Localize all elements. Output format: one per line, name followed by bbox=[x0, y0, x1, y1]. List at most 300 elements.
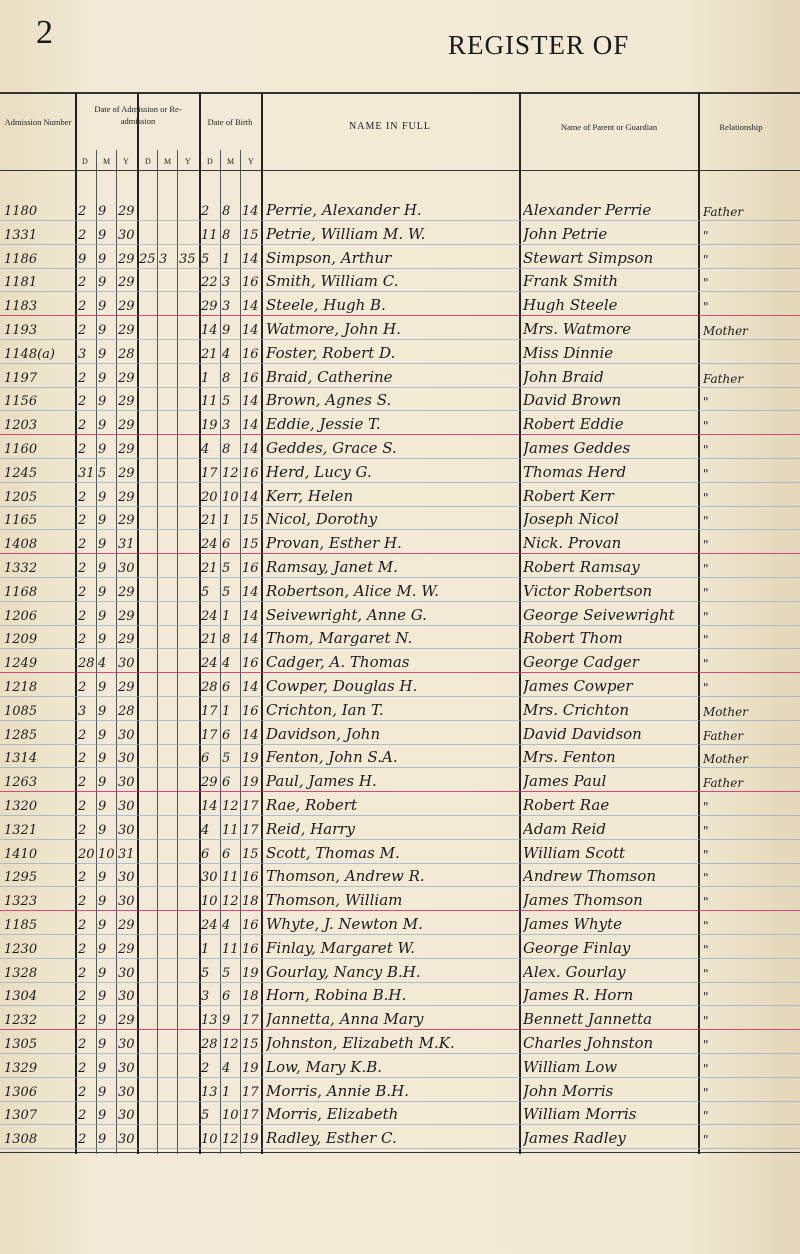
birth-day-cell: 1 bbox=[201, 370, 210, 386]
table-row bbox=[0, 625, 800, 649]
birth-year-cell: 16 bbox=[242, 703, 259, 719]
pupil-name-cell: Watmore, John H. bbox=[266, 320, 401, 338]
table-row bbox=[0, 1054, 800, 1078]
admission-month-cell: 9 bbox=[98, 822, 107, 838]
admission-year-cell: 29 bbox=[118, 489, 135, 505]
birth-month-cell: 5 bbox=[222, 751, 231, 767]
admission-month-cell: 4 bbox=[98, 656, 107, 672]
admission-day-cell: 3 bbox=[78, 703, 87, 719]
admission-number-cell: 1285 bbox=[4, 727, 38, 743]
birth-year-cell: 16 bbox=[242, 941, 259, 957]
admission-month-cell: 9 bbox=[98, 870, 107, 886]
pupil-name-cell: Paul, James H. bbox=[266, 772, 377, 791]
birth-year-cell: 14 bbox=[242, 680, 259, 695]
admission-month-cell: 9 bbox=[98, 727, 107, 743]
admission-day-cell: 2 bbox=[78, 680, 87, 695]
admission-day-cell: 9 bbox=[78, 251, 87, 267]
table-row bbox=[0, 1078, 800, 1102]
pupil-name-cell: Simpson, Arthur bbox=[266, 248, 392, 267]
birth-day-cell: 29 bbox=[201, 775, 218, 791]
sub-header-day: D bbox=[82, 157, 88, 166]
birth-month-cell: 9 bbox=[222, 323, 231, 338]
admission-day-cell: 2 bbox=[78, 370, 87, 386]
admission-number-cell: 1197 bbox=[4, 370, 38, 386]
ruled-line bbox=[0, 886, 800, 887]
parent-name-cell: Hugh Steele bbox=[523, 296, 618, 315]
ruled-line bbox=[0, 863, 800, 864]
admission-month-cell: 9 bbox=[98, 489, 107, 505]
admission-day-cell: 2 bbox=[78, 418, 87, 434]
header-admission-number: Admission Number bbox=[4, 117, 72, 127]
pupil-name-cell: Morris, Elizabeth bbox=[266, 1105, 399, 1124]
admission-number-cell: 1410 bbox=[4, 846, 38, 862]
pupil-name-cell: Jannetta, Anna Mary bbox=[266, 1010, 424, 1029]
parent-name-cell: Andrew Thomson bbox=[523, 867, 657, 886]
admission-year-cell: 29 bbox=[118, 251, 135, 267]
birth-month-cell: 5 bbox=[222, 965, 231, 981]
table-row bbox=[0, 245, 800, 269]
birth-day-cell: 21 bbox=[201, 632, 218, 648]
admission-number-cell: 1181 bbox=[4, 275, 38, 291]
table-row bbox=[0, 530, 800, 554]
readmission-month-cell: 3 bbox=[159, 251, 168, 267]
admission-number-cell: 1156 bbox=[4, 394, 38, 410]
admission-number-cell: 1331 bbox=[4, 227, 38, 243]
birth-day-cell: 24 bbox=[201, 656, 218, 672]
admission-year-cell: 29 bbox=[118, 1013, 135, 1029]
admission-year-cell: 29 bbox=[118, 323, 135, 338]
relationship-cell: " bbox=[703, 942, 709, 957]
relationship-cell: " bbox=[703, 395, 709, 410]
admission-month-cell: 5 bbox=[98, 465, 107, 481]
birth-day-cell: 5 bbox=[201, 584, 210, 600]
admission-month-cell: 9 bbox=[98, 323, 107, 338]
page-title: REGISTER OF bbox=[448, 30, 630, 60]
admission-year-cell: 30 bbox=[118, 1060, 135, 1076]
relationship-cell: Father bbox=[703, 728, 744, 743]
birth-month-cell: 8 bbox=[222, 632, 231, 648]
admission-month-cell: 9 bbox=[98, 965, 107, 981]
ruled-line bbox=[0, 1053, 800, 1054]
birth-day-cell: 24 bbox=[201, 608, 218, 624]
birth-month-cell: 8 bbox=[222, 442, 231, 457]
admission-number-cell: 1332 bbox=[4, 561, 38, 576]
birth-day-cell: 17 bbox=[201, 703, 218, 719]
relationship-cell: " bbox=[703, 847, 709, 862]
relationship-cell: " bbox=[703, 1109, 709, 1124]
relationship-cell: " bbox=[703, 609, 709, 624]
red-ruled-line bbox=[0, 910, 800, 911]
admission-month-cell: 9 bbox=[98, 941, 107, 957]
header-name-in-full: NAME IN FULL bbox=[349, 121, 431, 132]
table-row bbox=[0, 578, 800, 602]
ruled-line bbox=[0, 482, 800, 483]
birth-day-cell: 5 bbox=[201, 1108, 210, 1124]
parent-name-cell: Miss Dinnie bbox=[523, 343, 614, 362]
birth-day-cell: 28 bbox=[201, 1037, 218, 1052]
admission-number-cell: 1206 bbox=[4, 608, 38, 624]
birth-day-cell: 13 bbox=[201, 1084, 218, 1100]
birth-month-cell: 4 bbox=[222, 656, 231, 672]
header-date-of-admission: Date of Admission or Re-admission bbox=[94, 104, 182, 126]
pupil-name-cell: Petrie, William M. W. bbox=[266, 224, 426, 243]
relationship-cell: " bbox=[703, 633, 709, 648]
admission-month-cell: 9 bbox=[98, 584, 107, 600]
parent-name-cell: Nick. Provan bbox=[523, 534, 622, 553]
admission-day-cell: 2 bbox=[78, 1132, 87, 1148]
birth-day-cell: 2 bbox=[201, 204, 210, 219]
birth-year-cell: 19 bbox=[242, 1132, 259, 1148]
birth-year-cell: 14 bbox=[242, 204, 259, 219]
birth-day-cell: 21 bbox=[201, 346, 218, 362]
parent-name-cell: James Cowper bbox=[523, 677, 633, 695]
birth-year-cell: 14 bbox=[242, 251, 259, 267]
birth-year-cell: 16 bbox=[242, 656, 259, 672]
birth-month-cell: 3 bbox=[222, 299, 231, 315]
admission-number-cell: 1183 bbox=[4, 299, 38, 315]
birth-month-cell: 6 bbox=[222, 846, 231, 862]
admission-day-cell: 2 bbox=[78, 799, 87, 814]
table-row bbox=[0, 863, 800, 887]
admission-day-cell: 3 bbox=[78, 346, 87, 362]
ruled-line bbox=[0, 1101, 800, 1102]
admission-month-cell: 9 bbox=[98, 394, 107, 410]
admission-day-cell: 2 bbox=[78, 489, 87, 505]
birth-year-cell: 16 bbox=[242, 275, 259, 291]
birth-day-cell: 10 bbox=[201, 1132, 218, 1148]
pupil-name-cell: Horn, Robina B.H. bbox=[266, 986, 407, 1005]
admission-number-cell: 1314 bbox=[4, 751, 38, 767]
admission-number-cell: 1245 bbox=[4, 465, 38, 481]
relationship-cell: " bbox=[703, 1038, 709, 1052]
admission-day-cell: 2 bbox=[78, 1084, 87, 1100]
admission-month-cell: 9 bbox=[98, 442, 107, 457]
ruled-line bbox=[0, 291, 800, 292]
admission-year-cell: 29 bbox=[118, 275, 135, 291]
admission-year-cell: 28 bbox=[118, 346, 135, 362]
parent-name-cell: Mrs. Crichton bbox=[523, 700, 629, 719]
birth-month-cell: 1 bbox=[222, 251, 231, 267]
admission-month-cell: 9 bbox=[98, 680, 107, 695]
birth-year-cell: 18 bbox=[242, 989, 259, 1005]
relationship-cell: " bbox=[703, 419, 709, 434]
birth-day-cell: 22 bbox=[201, 275, 218, 291]
birth-month-cell: 9 bbox=[222, 1013, 231, 1029]
birth-year-cell: 16 bbox=[242, 918, 259, 933]
admission-day-cell: 2 bbox=[78, 584, 87, 600]
ruled-line bbox=[0, 1005, 800, 1006]
admission-number-cell: 1304 bbox=[4, 989, 38, 1005]
admission-year-cell: 30 bbox=[118, 965, 135, 981]
ruled-line bbox=[0, 982, 800, 983]
birth-day-cell: 17 bbox=[201, 465, 218, 481]
table-row bbox=[0, 697, 800, 721]
admission-year-cell: 28 bbox=[118, 703, 135, 719]
admission-month-cell: 9 bbox=[98, 918, 107, 933]
table-row bbox=[0, 483, 800, 507]
admission-day-cell: 2 bbox=[78, 608, 87, 624]
admission-month-cell: 10 bbox=[98, 846, 115, 862]
admission-day-cell: 2 bbox=[78, 227, 87, 243]
relationship-cell: " bbox=[703, 966, 709, 981]
parent-name-cell: William Scott bbox=[523, 843, 626, 862]
pupil-name-cell: Cadger, A. Thomas bbox=[266, 653, 410, 672]
table-row bbox=[0, 554, 800, 578]
parent-name-cell: James Geddes bbox=[523, 439, 631, 457]
admission-month-cell: 9 bbox=[98, 346, 107, 362]
birth-year-cell: 19 bbox=[242, 965, 259, 981]
parent-name-cell: Robert Ramsay bbox=[523, 558, 640, 576]
admission-month-cell: 9 bbox=[98, 1132, 107, 1148]
pupil-name-cell: Thomson, William bbox=[266, 891, 403, 910]
admission-day-cell: 2 bbox=[78, 275, 87, 291]
admission-month-cell: 9 bbox=[98, 1084, 107, 1100]
birth-day-cell: 19 bbox=[201, 418, 218, 434]
birth-day-cell: 28 bbox=[201, 680, 218, 695]
admission-number-cell: 1408 bbox=[4, 537, 38, 553]
admission-year-cell: 30 bbox=[118, 1108, 135, 1124]
ruled-line bbox=[0, 244, 800, 245]
admission-day-cell: 2 bbox=[78, 1013, 87, 1029]
admission-month-cell: 9 bbox=[98, 894, 107, 910]
pupil-name-cell: Provan, Esther H. bbox=[266, 534, 402, 553]
birth-year-cell: 15 bbox=[242, 227, 259, 243]
ruled-line bbox=[0, 839, 800, 840]
table-row bbox=[0, 221, 800, 245]
admission-year-cell: 29 bbox=[118, 680, 135, 695]
admission-day-cell: 2 bbox=[78, 941, 87, 957]
birth-month-cell: 5 bbox=[222, 561, 231, 576]
relationship-cell: " bbox=[703, 276, 709, 291]
admission-month-cell: 9 bbox=[98, 1108, 107, 1124]
admission-month-cell: 9 bbox=[98, 418, 107, 434]
admission-number-cell: 1185 bbox=[4, 918, 38, 933]
table-row bbox=[0, 1006, 800, 1030]
birth-year-cell: 14 bbox=[242, 584, 259, 600]
pupil-name-cell: Radley, Esther C. bbox=[266, 1129, 397, 1148]
admission-year-cell: 29 bbox=[118, 632, 135, 648]
table-row bbox=[0, 721, 800, 745]
admission-year-cell: 30 bbox=[118, 989, 135, 1005]
pupil-name-cell: Whyte, J. Newton M. bbox=[266, 915, 423, 933]
admission-number-cell: 1203 bbox=[4, 418, 38, 434]
admission-month-cell: 9 bbox=[98, 1037, 107, 1052]
admission-day-cell: 28 bbox=[78, 656, 95, 672]
admission-year-cell: 30 bbox=[118, 727, 135, 743]
admission-month-cell: 9 bbox=[98, 299, 107, 315]
admission-year-cell: 29 bbox=[118, 918, 135, 933]
birth-year-cell: 16 bbox=[242, 561, 259, 576]
table-row bbox=[0, 959, 800, 983]
red-ruled-line bbox=[0, 791, 800, 792]
admission-day-cell: 2 bbox=[78, 394, 87, 410]
admission-day-cell: 2 bbox=[78, 1108, 87, 1124]
admission-year-cell: 30 bbox=[118, 1132, 135, 1148]
admission-number-cell: 1305 bbox=[4, 1037, 38, 1052]
admission-number-cell: 1320 bbox=[4, 799, 38, 814]
relationship-cell: " bbox=[703, 538, 709, 553]
birth-month-cell: 1 bbox=[222, 1084, 231, 1100]
birth-day-cell: 6 bbox=[201, 846, 210, 862]
birth-day-cell: 24 bbox=[201, 537, 218, 553]
relationship-cell: " bbox=[703, 990, 709, 1005]
birth-day-cell: 5 bbox=[201, 251, 210, 267]
admission-year-cell: 30 bbox=[118, 1037, 135, 1052]
ruled-line bbox=[0, 506, 800, 507]
parent-name-cell: John Morris bbox=[523, 1081, 614, 1100]
admission-year-cell: 30 bbox=[118, 799, 135, 814]
admission-number-cell: 1209 bbox=[4, 632, 38, 648]
birth-month-cell: 12 bbox=[222, 894, 239, 910]
admission-day-cell: 2 bbox=[78, 442, 87, 457]
admission-month-cell: 9 bbox=[98, 370, 107, 386]
admission-day-cell: 2 bbox=[78, 989, 87, 1005]
birth-day-cell: 21 bbox=[201, 561, 218, 576]
birth-day-cell: 4 bbox=[201, 822, 210, 838]
table-row bbox=[0, 982, 800, 1006]
birth-year-cell: 17 bbox=[242, 799, 259, 814]
ruled-line bbox=[0, 1124, 800, 1125]
admission-day-cell: 31 bbox=[78, 465, 95, 481]
table-row bbox=[0, 435, 800, 459]
table-row bbox=[0, 292, 800, 316]
parent-name-cell: George Cadger bbox=[523, 653, 639, 672]
relationship-cell: " bbox=[703, 681, 709, 695]
parent-name-cell: Robert Rae bbox=[523, 796, 610, 814]
admission-day-cell: 2 bbox=[78, 894, 87, 910]
parent-name-cell: Joseph Nicol bbox=[523, 510, 619, 529]
parent-name-cell: David Brown bbox=[523, 391, 622, 410]
admission-year-cell: 29 bbox=[118, 442, 135, 457]
birth-year-cell: 17 bbox=[242, 1108, 259, 1124]
pupil-name-cell: Geddes, Grace S. bbox=[266, 439, 397, 457]
admission-number-cell: 1165 bbox=[4, 513, 38, 529]
ruled-line bbox=[0, 696, 800, 697]
parent-name-cell: Mrs. Fenton bbox=[523, 748, 616, 767]
birth-day-cell: 17 bbox=[201, 727, 218, 743]
ruled-line bbox=[0, 815, 800, 816]
admission-number-cell: 1168 bbox=[4, 584, 38, 600]
admission-number-cell: 1328 bbox=[4, 965, 38, 981]
pupil-name-cell: Foster, Robert D. bbox=[266, 343, 396, 362]
parent-name-cell: James R. Horn bbox=[523, 986, 634, 1005]
parent-name-cell: Stewart Simpson bbox=[523, 248, 654, 267]
admission-day-cell: 2 bbox=[78, 513, 87, 529]
birth-year-cell: 14 bbox=[242, 394, 259, 410]
table-row bbox=[0, 411, 800, 435]
red-ruled-line bbox=[0, 553, 800, 554]
pupil-name-cell: Thom, Margaret N. bbox=[266, 629, 413, 648]
admission-day-cell: 2 bbox=[78, 561, 87, 576]
admission-month-cell: 9 bbox=[98, 251, 107, 267]
birth-month-cell: 8 bbox=[222, 227, 231, 243]
birth-month-cell: 5 bbox=[222, 394, 231, 410]
pupil-name-cell: Rae, Robert bbox=[266, 796, 357, 814]
parent-name-cell: William Low bbox=[523, 1057, 618, 1076]
birth-year-cell: 14 bbox=[242, 632, 259, 648]
red-ruled-line bbox=[0, 315, 800, 316]
birth-day-cell: 10 bbox=[201, 894, 218, 910]
birth-year-cell: 16 bbox=[242, 870, 259, 886]
admission-year-cell: 30 bbox=[118, 1084, 135, 1100]
pupil-name-cell: Thomson, Andrew R. bbox=[266, 867, 425, 886]
admission-month-cell: 9 bbox=[98, 775, 107, 791]
birth-month-cell: 12 bbox=[222, 1037, 239, 1052]
birth-year-cell: 15 bbox=[242, 846, 259, 862]
ruled-line bbox=[0, 410, 800, 411]
birth-year-cell: 14 bbox=[242, 418, 259, 434]
table-row bbox=[0, 506, 800, 530]
admission-year-cell: 30 bbox=[118, 775, 135, 791]
admission-month-cell: 9 bbox=[98, 204, 107, 219]
table-row bbox=[0, 602, 800, 626]
admission-number-cell: 1085 bbox=[4, 703, 38, 719]
birth-year-cell: 19 bbox=[242, 1060, 259, 1076]
ruled-line bbox=[0, 1148, 800, 1149]
ruled-line bbox=[0, 339, 800, 340]
birth-month-cell: 3 bbox=[222, 275, 231, 291]
parent-name-cell: John Petrie bbox=[523, 224, 608, 243]
parent-name-cell: James Whyte bbox=[523, 915, 622, 933]
relationship-cell: " bbox=[703, 514, 709, 529]
admission-year-cell: 30 bbox=[118, 656, 135, 672]
admission-day-cell: 2 bbox=[78, 775, 87, 791]
admission-day-cell: 2 bbox=[78, 965, 87, 981]
admission-day-cell: 2 bbox=[78, 751, 87, 767]
table-row bbox=[0, 1030, 800, 1054]
birth-month-cell: 1 bbox=[222, 703, 231, 719]
admission-month-cell: 9 bbox=[98, 537, 107, 553]
admission-year-cell: 30 bbox=[118, 751, 135, 767]
admission-number-cell: 1263 bbox=[4, 775, 38, 791]
admission-number-cell: 1230 bbox=[4, 941, 38, 957]
parent-name-cell: George Seivewright bbox=[523, 605, 675, 624]
admission-number-cell: 1306 bbox=[4, 1084, 38, 1100]
birth-year-cell: 17 bbox=[242, 1013, 259, 1029]
relationship-cell: " bbox=[703, 1014, 709, 1029]
relationship-cell: " bbox=[703, 823, 709, 838]
birth-month-cell: 11 bbox=[222, 870, 239, 886]
ruled-line bbox=[0, 577, 800, 578]
table-row bbox=[0, 744, 800, 768]
parent-name-cell: James Paul bbox=[523, 772, 607, 791]
birth-year-cell: 14 bbox=[242, 299, 259, 315]
parent-name-cell: James Thomson bbox=[523, 891, 643, 910]
admission-year-cell: 29 bbox=[118, 370, 135, 386]
admission-day-cell: 2 bbox=[78, 323, 87, 338]
table-row bbox=[0, 673, 800, 697]
ruled-line bbox=[0, 648, 800, 649]
relationship-cell: Father bbox=[703, 776, 744, 791]
ruled-line bbox=[0, 363, 800, 364]
pupil-name-cell: Seivewright, Anne G. bbox=[266, 605, 427, 624]
parent-name-cell: George Finlay bbox=[523, 938, 631, 957]
birth-month-cell: 10 bbox=[222, 1108, 239, 1124]
ruled-line bbox=[0, 268, 800, 269]
pupil-name-cell: Robertson, Alice M. W. bbox=[266, 581, 439, 600]
table-row bbox=[0, 364, 800, 388]
ruled-line bbox=[0, 529, 800, 530]
relationship-cell: " bbox=[703, 562, 709, 576]
admission-number-cell: 1323 bbox=[4, 894, 38, 910]
parent-name-cell: Thomas Herd bbox=[523, 462, 627, 481]
birth-day-cell: 14 bbox=[201, 799, 218, 814]
ruled-line bbox=[0, 934, 800, 935]
readmission-year-cell: 35 bbox=[179, 251, 196, 267]
relationship-cell: " bbox=[703, 228, 709, 243]
relationship-cell: " bbox=[703, 871, 709, 886]
admission-number-cell: 1193 bbox=[4, 323, 38, 338]
